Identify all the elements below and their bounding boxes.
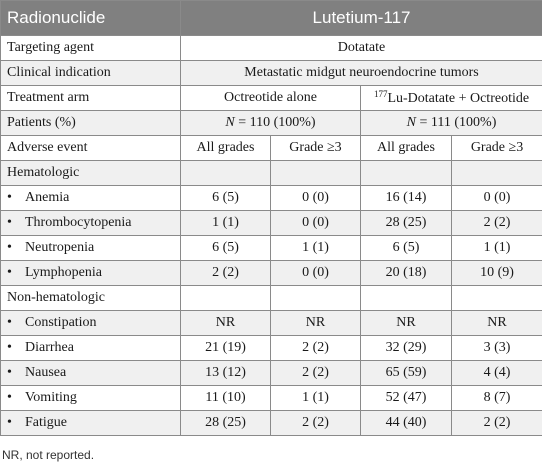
header-radionuclide: Radionuclide xyxy=(1,1,181,36)
empty-cell xyxy=(452,286,542,311)
event-name: Lymphopenia xyxy=(25,265,102,280)
section-nonhematologic-row xyxy=(1,286,542,311)
adverse-event-label: Adverse event xyxy=(1,136,181,161)
footnote: NR, not reported. xyxy=(2,448,95,462)
row-label xyxy=(1,236,181,261)
isotope-superscript: 177 xyxy=(373,89,388,99)
targeting-agent-value: Dotatate xyxy=(181,36,542,61)
table-cell: 2 (2) xyxy=(452,411,542,436)
table-cell: 20 (18) xyxy=(361,261,452,286)
adverse-event-header-row xyxy=(1,136,542,161)
table-row xyxy=(1,211,542,236)
table-row xyxy=(1,236,542,261)
table-cell: 16 (14) xyxy=(361,186,452,211)
n-symbol: N xyxy=(225,115,235,130)
patients-row xyxy=(1,111,542,136)
arm-lu-dotatate-text: Lu-Dotatate + Octreotide xyxy=(387,91,530,106)
table-cell: 6 (5) xyxy=(361,236,452,261)
event-name: Vomiting xyxy=(25,390,77,405)
arm-lu-dotatate xyxy=(361,86,542,111)
table-cell: NR xyxy=(181,311,271,336)
table-cell: 44 (40) xyxy=(361,411,452,436)
table-cell: 3 (3) xyxy=(452,336,542,361)
bullet-icon: • xyxy=(7,415,12,430)
table-cell: 1 (1) xyxy=(271,386,361,411)
row-label xyxy=(1,211,181,236)
table-cell: 4 (4) xyxy=(452,361,542,386)
table-cell: 8 (7) xyxy=(452,386,542,411)
bullet-icon: • xyxy=(7,240,12,255)
table-cell: 6 (5) xyxy=(181,236,271,261)
table-cell: 0 (0) xyxy=(271,186,361,211)
table-cell: 21 (19) xyxy=(181,336,271,361)
row-label xyxy=(1,311,181,336)
empty-cell xyxy=(452,161,542,186)
bullet-icon: • xyxy=(7,190,12,205)
table-cell: 1 (1) xyxy=(271,236,361,261)
table-row xyxy=(1,361,542,386)
n-symbol: N xyxy=(406,115,417,130)
col-all-grades-arm2: All grades xyxy=(361,136,452,161)
table-row xyxy=(1,311,542,336)
table-cell: 6 (5) xyxy=(181,186,271,211)
patients-arm1 xyxy=(181,111,361,136)
bullet-icon: • xyxy=(7,315,12,330)
event-name: Anemia xyxy=(25,190,70,205)
table-row xyxy=(1,386,542,411)
targeting-agent-label: Targeting agent xyxy=(1,36,181,61)
table-row xyxy=(1,411,542,436)
empty-cell xyxy=(181,161,271,186)
empty-cell xyxy=(181,286,271,311)
table-cell: 2 (2) xyxy=(271,361,361,386)
patients-arm2 xyxy=(361,111,542,136)
col-grade3-arm2: Grade ≥3 xyxy=(452,136,542,161)
col-all-grades-arm1: All grades xyxy=(181,136,271,161)
section-hematologic-row xyxy=(1,161,542,186)
table-cell: 52 (47) xyxy=(361,386,452,411)
table-row xyxy=(1,261,542,286)
bullet-icon: • xyxy=(7,215,12,230)
table-cell: 1 (1) xyxy=(181,211,271,236)
row-label xyxy=(1,261,181,286)
table-cell: 11 (10) xyxy=(181,386,271,411)
event-name: Fatigue xyxy=(25,415,67,430)
table-cell: 2 (2) xyxy=(271,411,361,436)
table-cell: 10 (9) xyxy=(452,261,542,286)
patients-arm2-count: = 111 (100%) xyxy=(416,115,497,130)
treatment-arm-label: Treatment arm xyxy=(1,86,181,111)
event-name: Constipation xyxy=(25,315,97,330)
table-cell: 0 (0) xyxy=(271,211,361,236)
event-name: Neutropenia xyxy=(25,240,95,255)
table-cell: NR xyxy=(361,311,452,336)
empty-cell xyxy=(271,286,361,311)
table-cell: NR xyxy=(452,311,542,336)
event-name: Diarrhea xyxy=(25,340,74,355)
table-cell: 13 (12) xyxy=(181,361,271,386)
table-header-row xyxy=(1,1,542,36)
header-lutetium: Lutetium-117 xyxy=(181,1,542,36)
row-label xyxy=(1,411,181,436)
row-label xyxy=(1,186,181,211)
table-cell: 32 (29) xyxy=(361,336,452,361)
table-cell: 2 (2) xyxy=(452,211,542,236)
targeting-agent-row xyxy=(1,36,542,61)
bullet-icon: • xyxy=(7,365,12,380)
section-hematologic: Hematologic xyxy=(1,161,181,186)
clinical-indication-label: Clinical indication xyxy=(1,61,181,86)
row-label xyxy=(1,336,181,361)
row-label xyxy=(1,361,181,386)
empty-cell xyxy=(361,286,452,311)
table-cell: 28 (25) xyxy=(361,211,452,236)
table-cell: 0 (0) xyxy=(452,186,542,211)
clinical-indication-value: Metastatic midgut neuroendocrine tumors xyxy=(181,61,542,86)
empty-cell xyxy=(271,161,361,186)
table-cell: 0 (0) xyxy=(271,261,361,286)
empty-cell xyxy=(361,161,452,186)
row-label xyxy=(1,386,181,411)
table-cell: 1 (1) xyxy=(452,236,542,261)
table-cell: 28 (25) xyxy=(181,411,271,436)
event-name: Nausea xyxy=(25,365,67,380)
table-cell: 65 (59) xyxy=(361,361,452,386)
col-grade3-arm1: Grade ≥3 xyxy=(271,136,361,161)
table-row xyxy=(1,186,542,211)
section-nonhematologic: Non-hematologic xyxy=(1,286,181,311)
patients-arm1-count: = 110 (100%) xyxy=(234,115,316,130)
bullet-icon: • xyxy=(7,265,12,280)
table-cell: 2 (2) xyxy=(271,336,361,361)
event-name: Thrombocytopenia xyxy=(25,215,132,230)
clinical-indication-row xyxy=(1,61,542,86)
bullet-icon: • xyxy=(7,340,12,355)
treatment-arm-row xyxy=(1,86,542,111)
bullet-icon: • xyxy=(7,390,12,405)
patients-label: Patients (%) xyxy=(1,111,181,136)
arm-octreotide-alone: Octreotide alone xyxy=(181,86,361,111)
table-cell: 2 (2) xyxy=(181,261,271,286)
table-cell: NR xyxy=(271,311,361,336)
table-row xyxy=(1,336,542,361)
